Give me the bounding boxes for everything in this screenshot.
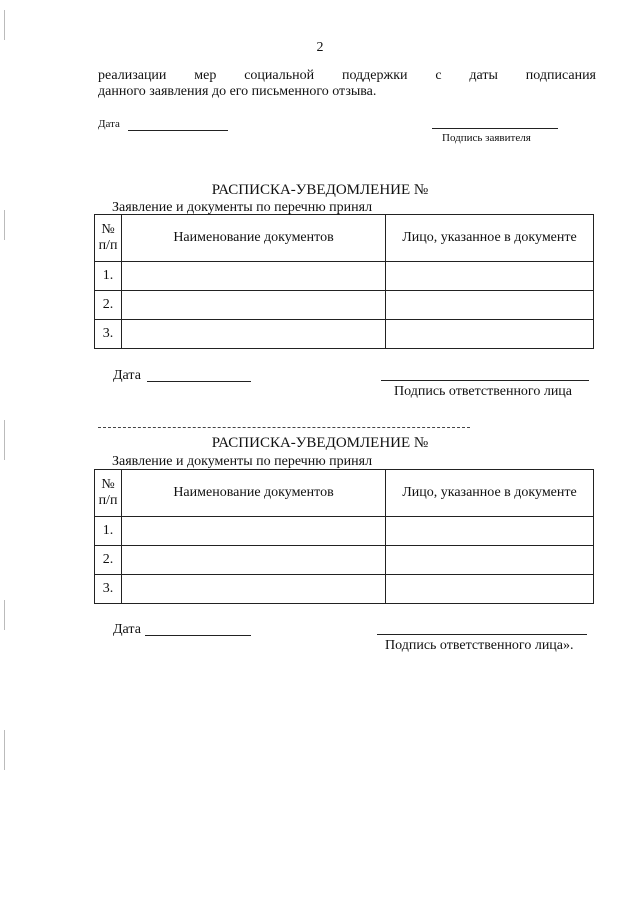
receipt-subtitle: Заявление и документы по перечню принял (112, 454, 373, 469)
table-header-row (95, 470, 594, 517)
intro-line-2: данного заявления до его письменного отзыва. (98, 84, 377, 99)
intro-word: социальной (244, 68, 315, 83)
intro-word: мер (194, 68, 217, 83)
receipt-signature-label: Подпись ответственного лица». (385, 638, 574, 653)
receipt-date-line (147, 381, 251, 382)
header-documents: Наименование документов (122, 470, 386, 517)
document-cell[interactable] (122, 517, 386, 546)
margin-mark (4, 600, 5, 630)
table-row (95, 291, 594, 320)
receipt-date-label: Дата (113, 622, 141, 637)
header-number: № п/п (95, 215, 122, 262)
person-cell[interactable] (386, 575, 594, 604)
document-cell[interactable] (122, 262, 386, 291)
applicant-date-label: Дата (98, 118, 120, 130)
documents-table (94, 214, 594, 349)
document-cell[interactable] (122, 320, 386, 349)
intro-word: реализации (98, 68, 167, 83)
receipt-title: РАСПИСКА-УВЕДОМЛЕНИЕ № (211, 182, 429, 198)
person-cell[interactable] (386, 320, 594, 349)
receipt-subtitle: Заявление и документы по перечню принял (112, 200, 373, 215)
margin-mark (4, 730, 5, 770)
receipt-signature-line (377, 634, 587, 635)
table-row (95, 320, 594, 349)
table-row (95, 546, 594, 575)
intro-word: даты (469, 68, 498, 83)
table-header-row (95, 215, 594, 262)
row-number: 1. (95, 517, 122, 546)
page-number: 2 (316, 40, 324, 55)
table-row (95, 517, 594, 546)
person-cell[interactable] (386, 517, 594, 546)
intro-word: поддержки (341, 68, 408, 83)
receipt-signature-label: Подпись ответственного лица (394, 384, 573, 399)
applicant-signature-label: Подпись заявителя (442, 132, 531, 144)
receipt-date-line (145, 635, 251, 636)
table-row (95, 262, 594, 291)
person-cell[interactable] (386, 262, 594, 291)
row-number: 2. (95, 291, 122, 320)
person-cell[interactable] (386, 291, 594, 320)
receipt-date-label: Дата (113, 368, 141, 383)
document-cell[interactable] (122, 546, 386, 575)
receipt-title: РАСПИСКА-УВЕДОМЛЕНИЕ № (211, 435, 429, 451)
intro-line-1 (98, 68, 596, 84)
margin-mark (4, 10, 5, 40)
header-documents: Наименование документов (122, 215, 386, 262)
row-number: 3. (95, 575, 122, 604)
table-row (95, 575, 594, 604)
intro-word: с (435, 68, 442, 83)
header-person: Лицо, указанное в документе (386, 470, 594, 517)
applicant-signature-line (432, 128, 558, 129)
row-number: 1. (95, 262, 122, 291)
row-number: 2. (95, 546, 122, 575)
person-cell[interactable] (386, 546, 594, 575)
margin-mark (4, 210, 5, 240)
receipt-signature-line (381, 380, 589, 381)
document-cell[interactable] (122, 291, 386, 320)
applicant-date-line (128, 130, 228, 131)
intro-word: подписания (525, 68, 596, 83)
cut-line (98, 427, 470, 428)
documents-table (94, 469, 594, 604)
row-number: 3. (95, 320, 122, 349)
header-number: № п/п (95, 470, 122, 517)
header-person: Лицо, указанное в документе (386, 215, 594, 262)
document-cell[interactable] (122, 575, 386, 604)
